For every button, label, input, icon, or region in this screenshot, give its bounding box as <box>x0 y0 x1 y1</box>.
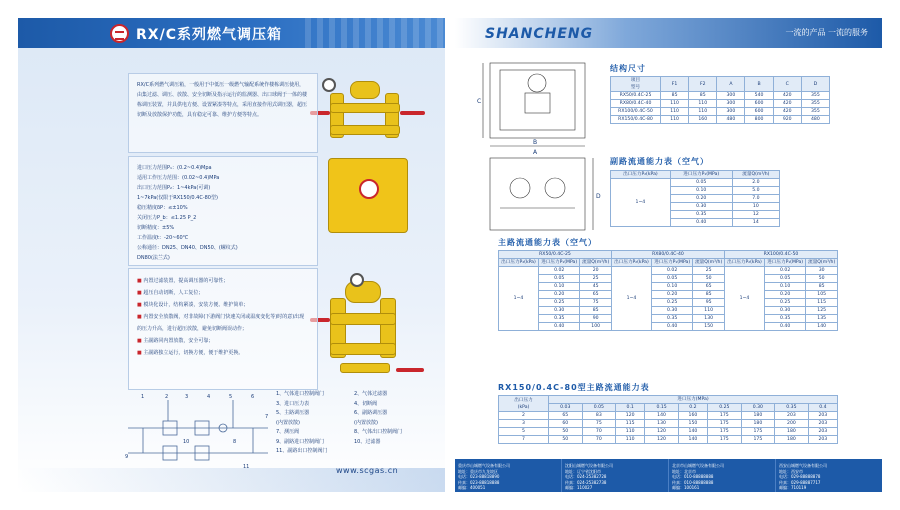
schematic-number: 7 <box>265 414 269 420</box>
regulator-photo-bottom <box>310 273 430 383</box>
table-row: 0.25 75 0.25 95 0.25 115 <box>499 299 838 307</box>
specs-box <box>128 156 318 266</box>
legend-item: 11、副路出口控制阀门 <box>276 448 328 454</box>
table-row: RX100/0.4C-50 110 110 300 600 420 355 <box>611 108 830 116</box>
feature-item: ■ 内置过滤装置，提高调压器的可靠性； <box>137 275 309 287</box>
table-row: 0.20 7.0 <box>611 195 780 203</box>
schematic-number: 2 <box>165 394 169 400</box>
legend-item: 6、副路调压器 <box>354 410 388 416</box>
dimension-label: A <box>533 149 538 156</box>
dimensions-title: 结构尺寸 <box>610 64 646 73</box>
legend-item: (内置放散) <box>354 419 378 426</box>
table-row: 0.35 90 0.35 130 0.35 135 <box>499 315 838 323</box>
table-row: 0.40 100 0.40 150 0.40 140 <box>499 323 838 331</box>
table-header: D <box>801 77 829 92</box>
cabinet-photo <box>328 158 408 233</box>
schematic-number: 6 <box>251 394 255 400</box>
schematic-number: 9 <box>125 454 129 460</box>
table-row: 1~4 0.02 20 1~4 0.02 25 1~4 0.02 30 <box>499 267 838 275</box>
spec-line: 1~7kPa(仅限于RX150/0.4C-80型) <box>137 195 218 201</box>
legend-item: 1、气体进口控制阀门 <box>276 391 325 397</box>
table-row: 0.30 10 <box>611 203 780 211</box>
legend-item: (内置放散) <box>276 419 300 426</box>
brand-logo: SHANCHENG <box>485 26 594 42</box>
schematic-number: 10 <box>183 439 190 445</box>
dimension-label: D <box>596 193 601 200</box>
table-row: RX150/0.4C-80 110 160 480 800 920 480 <box>611 116 830 124</box>
legend-item: 2、气体过滤器 <box>354 391 388 397</box>
contact-block: 北京市山城燃气设备有限公司 地址：北京市 电话：010-88888888 传真：010-88888888 邮编：100161 <box>669 459 776 492</box>
contact-footer <box>455 459 882 492</box>
table-row: 5 50 70 110 120 140 175 175 180 203 <box>499 428 838 436</box>
contact-block: 西安山城燃气设备有限公司 地址：西安市 电话：029-88888878 传真：029-88887717 邮编：710119 <box>779 463 827 490</box>
table-row: 1~4 0.05 2.0 <box>611 179 780 187</box>
schematic-number: 5 <box>229 394 233 400</box>
feature-item: ■ 超压自动切断，人工复位； <box>137 287 309 299</box>
website-url[interactable]: www.scgas.cn <box>336 466 399 475</box>
dimension-label: B <box>533 139 538 146</box>
table-header: F1 <box>661 77 689 92</box>
contact-block: 重庆市山城燃气设备有限公司 地址：重庆市九龙坡区 电话：023-88818890 传真：023-88818888 邮编：400051 <box>455 459 562 492</box>
table-header: RX80/0.4C-40 <box>611 251 724 259</box>
legend-item: 7、测压阀 <box>276 429 300 435</box>
spec-line: 关闭压力P_b：≤1.25 P_2 <box>137 215 197 221</box>
intro-box <box>128 73 318 153</box>
spec-line: 稳压精度δP：≤±10% <box>137 205 188 211</box>
table-row: RX80/0.4C-40 110 110 300 600 420 355 <box>611 100 830 108</box>
schematic-number: 4 <box>207 394 211 400</box>
legend-item: 8、气体出口控制阀门 <box>354 429 403 435</box>
dimensions-table <box>610 76 830 124</box>
table-header: 出口压力P₂(kPa) <box>611 171 671 179</box>
left-page <box>18 18 445 492</box>
schematic-number: 1 <box>141 394 145 400</box>
main-flow-title: 主路流通能力表（空气） <box>498 238 597 247</box>
table-header: 项目 型号 <box>611 77 661 92</box>
legend-item: 4、切断阀 <box>354 400 378 407</box>
main-flow-table: RX50/0.4C-25 RX80/0.4C-40 RX100/0.4C-50 出口压力P₂(kPa) 进口压力P₁(MPa) 流量Q(m³/h) 出口压力P₂(kPa) 进口压力P₁(MPa) 流量Q(m³/h) 出口压力P₂(kPa) 进口压力P₁(MPa) 流量Q(m³/h) 1~4 0.02 20 1~4 0.02 25 1~4 0.02 30 0.05 25 0.05 50 0.05 50 0.10 45 0.10 65 0.10 85 0.20 65 0.20 85 0.20 105 0.25 75 0.25 95 0.25 115 0.30 85 0.30 110 0.30 125 0.35 90 0.35 130 0.35 135 0.40 100 0.40 150 0.40 140 <box>498 250 838 331</box>
table-header: F2 <box>689 77 717 92</box>
intro-text: RX/C系列燃气调压箱，一般用于中低压一级燃气输配系统作楼栋调压使用，由集过滤、调压、放散、安全切断及指示运行的监测器、出口球阀于一体的楼栋调压装置，并具供电方便、设置紧凑等特点，采用直接作用式调压器，超压切断及放散保护功能，具有稳定可靠、维护方便等特点。 <box>137 82 308 118</box>
table-header: 进口压力(MPa) <box>549 396 838 404</box>
spec-line: 进口压力范围P₁：(0.2~0.4)Mpa <box>137 165 212 171</box>
table-row: 2 65 83 120 140 160 175 180 203 203 <box>499 412 838 420</box>
legend-item: 5、主路调压器 <box>276 410 310 416</box>
legend-item: 10、过滤器 <box>354 438 381 445</box>
table-row: 0.20 65 0.20 85 0.20 105 <box>499 291 838 299</box>
table-row: 3 60 75 115 130 150 175 180 200 203 <box>499 420 838 428</box>
warning-sticker-icon <box>359 179 379 199</box>
company-logo-icon <box>110 24 129 43</box>
table-header: RX50/0.4C-25 <box>499 251 612 259</box>
right-header <box>455 18 882 48</box>
feature-item: ■ 模块化设计，结构紧凑，安装方便、维护简单； <box>137 299 309 311</box>
rx150-title: RX150/0.4C-80型主路流通能力表 <box>498 383 650 392</box>
schematic-number: 11 <box>243 464 250 470</box>
feature-item: ■ 主副路同内置放散，安全可靠； <box>137 335 309 347</box>
table-header: 流量Q(m³/h) <box>732 171 779 179</box>
page-title: RX/C系列燃气调压箱 <box>136 27 282 43</box>
spec-line: 公称通径：DN25、DN40、DN50、(螺纹式) <box>137 245 238 251</box>
table-row: 0.05 25 0.05 50 0.05 50 <box>499 275 838 283</box>
contact-block: 沈阳山城燃气设备有限公司 地址：辽宁省沈阳市 电话：024-25382728 传真：024-25382738 邮编：110027 <box>562 459 669 492</box>
legend-item: 3、进口压力表 <box>276 400 310 407</box>
table-header: B <box>745 77 773 92</box>
slogan: 一流的产品 一流的服务 <box>785 28 868 37</box>
legend-item <box>354 447 434 457</box>
schematic-number: 8 <box>233 439 237 445</box>
table-header: RX100/0.4C-50 <box>724 251 837 259</box>
right-page <box>455 18 882 492</box>
left-header <box>18 18 445 48</box>
regulator-photo-top <box>310 73 430 153</box>
spec-line: 适用工作压力范围：(0.02~0.4)MPa <box>137 175 220 181</box>
spec-line: 工作温度t：-20~60℃ <box>137 235 189 241</box>
header-decoration <box>305 18 445 48</box>
dimension-drawing <box>475 48 605 238</box>
schematic-number: 3 <box>185 394 189 400</box>
features-box <box>128 268 318 390</box>
rx150-table: 出口压力 (kPa) 进口压力(MPa) 0.03 0.05 0.1 0.15 0.2 0.25 0.30 0.35 0.4 2 65 83 120 140 160 175 180 203 203 3 60 75 115 130 150 175 180 200 203 5 50 70 110 120 140 175 175 180 203 7 50 70 110 120 140 175 175 180 203 <box>498 395 838 444</box>
bypass-title: 副路流通能力表（空气） <box>610 157 709 166</box>
piping-schematic <box>123 388 273 478</box>
dimension-label: C <box>477 98 482 105</box>
bottom-decoration <box>18 468 445 492</box>
table-row: 0.10 45 0.10 65 0.10 85 <box>499 283 838 291</box>
schematic-legend <box>276 390 441 457</box>
feature-item: ■ 主副路独立运行，切换方便，便于维护更换。 <box>137 347 309 359</box>
table-row: 0.40 14 <box>611 219 780 227</box>
bypass-table <box>610 170 780 227</box>
table-header: A <box>717 77 745 92</box>
feature-item: ■ 内置安全放散阀，对非故障(下游阀门快速关闭或温度变化等)时的意)出现的压力升高，进行超压放散，避免切断阀误动作； <box>137 311 309 335</box>
legend-item: 9、副路进口控制阀门 <box>276 438 325 445</box>
table-header: 进口压力P₁(MPa) <box>670 171 732 179</box>
table-row: 0.35 12 <box>611 211 780 219</box>
spec-line: 切断精度：±5% <box>137 225 175 231</box>
table-row: 0.10 5.0 <box>611 187 780 195</box>
table-row: RX50/0.4C-25 85 85 300 540 420 355 <box>611 92 830 100</box>
table-row: 0.30 85 0.30 110 0.30 125 <box>499 307 838 315</box>
spec-line: 出口压力范围P₂：1~4kPa(可调) <box>137 185 211 191</box>
spec-line: DN80(法兰式) <box>137 255 170 261</box>
table-header: C <box>773 77 801 92</box>
table-row: 7 50 70 110 120 140 175 175 180 203 <box>499 436 838 444</box>
table-header: 出口压力 (kPa) <box>499 396 549 412</box>
